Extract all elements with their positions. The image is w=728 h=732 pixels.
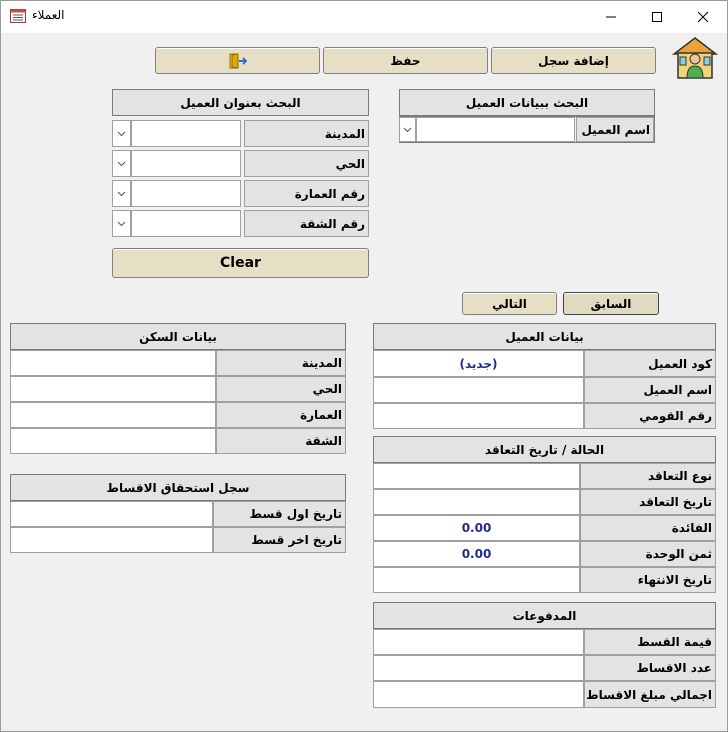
search-apartment-input[interactable] <box>131 210 241 237</box>
minimize-button[interactable] <box>588 0 634 33</box>
installments-count-input[interactable] <box>373 655 584 681</box>
client-code-label: كود العميل <box>584 350 716 377</box>
client-info-header: بيانات العميل <box>373 323 716 350</box>
installment-value-input[interactable] <box>373 629 584 655</box>
chevron-down-icon <box>117 221 126 227</box>
end-date-input[interactable] <box>373 567 580 593</box>
housing-apartment-input[interactable] <box>10 428 216 454</box>
search-district-label: الحي <box>244 150 369 177</box>
maximize-icon <box>651 11 663 23</box>
contract-type-label: نوع التعاقد <box>580 463 716 489</box>
end-date-label: تاريخ الانتهاء <box>580 567 716 593</box>
interest-label: الفائدة <box>580 515 716 541</box>
housing-city-input[interactable] <box>10 350 216 376</box>
unit-price-label: ثمن الوحدة <box>580 541 716 567</box>
housing-apartment-label: الشقة <box>216 428 346 454</box>
search-district-input[interactable] <box>131 150 241 177</box>
chevron-down-icon <box>117 161 126 167</box>
contract-type-input[interactable] <box>373 463 580 489</box>
installments-total-input[interactable] <box>373 681 584 708</box>
search-apartment-dropdown[interactable] <box>112 210 131 237</box>
search-building-input[interactable] <box>131 180 241 207</box>
search-client-name-label: اسم العميل <box>576 117 654 142</box>
search-apartment-label: رقم الشقة <box>244 210 369 237</box>
form-icon <box>10 9 26 23</box>
search-building-label: رقم العمارة <box>244 180 369 207</box>
housing-city-label: المدينة <box>216 350 346 376</box>
house-icon <box>672 36 718 80</box>
save-button[interactable]: حفظ <box>323 47 488 74</box>
client-name-label: اسم العميل <box>584 377 716 403</box>
window-title: العملاء <box>32 8 65 22</box>
search-district-dropdown[interactable] <box>112 150 131 177</box>
maximize-button[interactable] <box>634 0 680 33</box>
chevron-down-icon <box>117 131 126 137</box>
installments-total-label: اجمالي مبلغ الاقساط <box>584 681 716 708</box>
interest-field[interactable]: 0.00 <box>373 515 580 541</box>
installments-count-label: عدد الاقساط <box>584 655 716 681</box>
search-client-name-dropdown[interactable] <box>399 117 416 142</box>
last-installment-input[interactable] <box>10 527 213 553</box>
search-city-input[interactable] <box>131 120 241 147</box>
contract-header: الحالة / تاريخ التعاقد <box>373 436 716 463</box>
housing-district-label: الحي <box>216 376 346 402</box>
search-address-header: البحث بعنوان العميل <box>112 89 369 116</box>
search-building-dropdown[interactable] <box>112 180 131 207</box>
next-button[interactable]: التالي <box>462 292 557 315</box>
national-id-input[interactable] <box>373 403 584 429</box>
first-installment-input[interactable] <box>10 501 213 527</box>
payments-header: المدفوعات <box>373 602 716 629</box>
unit-price-field[interactable]: 0.00 <box>373 541 580 567</box>
last-installment-label: تاريخ اخر قسط <box>213 527 346 553</box>
previous-button[interactable]: السابق <box>563 292 659 315</box>
contract-date-label: تاريخ التعاقد <box>580 489 716 515</box>
clear-button[interactable]: Clear <box>112 248 369 278</box>
housing-building-label: العمارة <box>216 402 346 428</box>
chevron-down-icon <box>117 191 126 197</box>
search-client-name-input[interactable] <box>416 117 575 142</box>
housing-building-input[interactable] <box>10 402 216 428</box>
first-installment-label: تاريخ اول قسط <box>213 501 346 527</box>
search-city-label: المدينة <box>244 120 369 147</box>
add-record-button[interactable]: إضافة سجل <box>491 47 656 74</box>
search-city-dropdown[interactable] <box>112 120 131 147</box>
close-icon <box>697 11 709 23</box>
client-code-field[interactable]: (جديد) <box>373 350 584 377</box>
search-client-header: البحث ببيانات العميل <box>399 89 655 116</box>
installment-value-label: قيمة القسط <box>584 629 716 655</box>
client-name-input[interactable] <box>373 377 584 403</box>
contract-date-input[interactable] <box>373 489 580 515</box>
close-button[interactable] <box>680 0 726 33</box>
housing-header: بيانات السكن <box>10 323 346 350</box>
housing-district-input[interactable] <box>10 376 216 402</box>
exit-door-icon <box>229 53 247 69</box>
exit-button[interactable] <box>155 47 320 74</box>
installments-record-header: سجل استحقاق الاقساط <box>10 474 346 501</box>
minimize-icon <box>605 11 617 23</box>
national-id-label: رقم القومي <box>584 403 716 429</box>
chevron-down-icon <box>403 127 412 133</box>
